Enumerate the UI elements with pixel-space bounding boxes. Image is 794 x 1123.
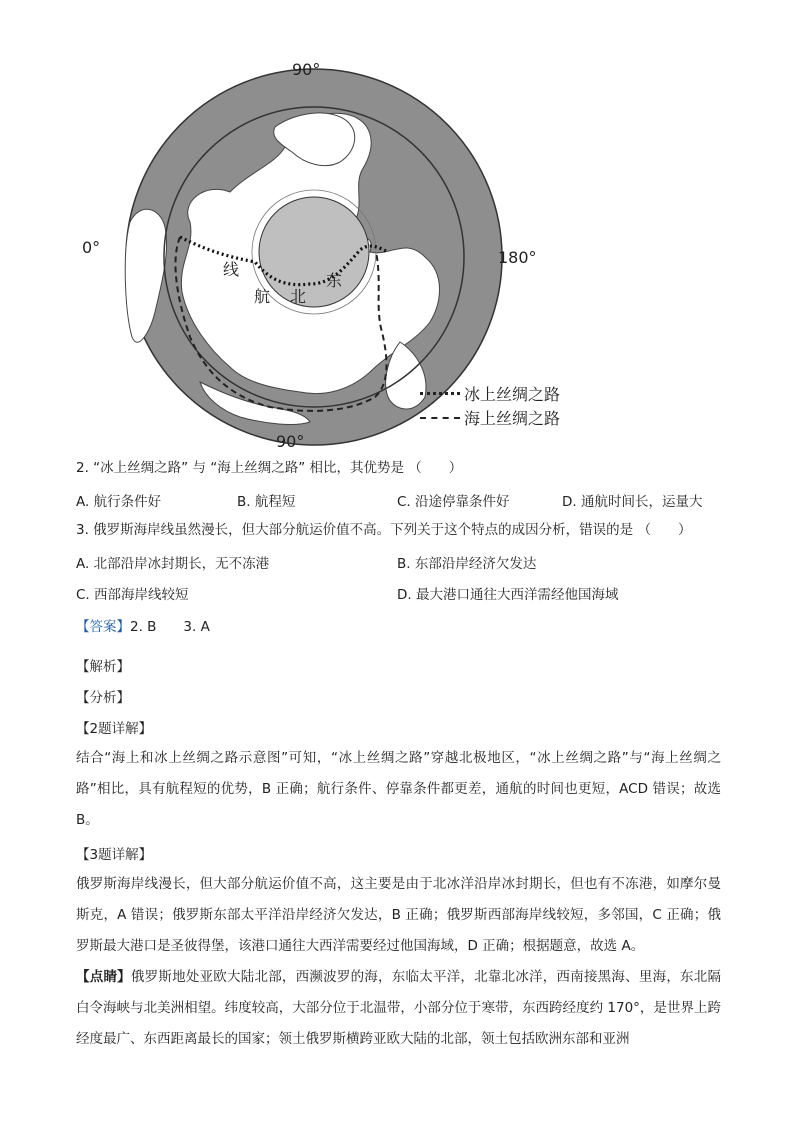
tip-paragraph	[76, 962, 721, 1055]
question-3-stem: 3. 俄罗斯海岸线虽然漫长，但大部分航运价值不高。下列关于这个特点的成因分析，错误的是 （ ）	[76, 522, 692, 538]
legend-sea-line	[420, 417, 460, 419]
answer-text: 2. B 3. A	[130, 619, 210, 635]
legend-ice-label: 冰上丝绸之路	[464, 385, 561, 404]
q2-option-b: B. 航程短	[237, 494, 296, 510]
legend-sea-route	[420, 406, 560, 429]
longitude-label-left: 0°	[82, 238, 101, 257]
route-label-bei: 北	[290, 287, 307, 306]
analysis-heading: 【解析】	[76, 659, 130, 675]
fenxi-heading: 【分析】	[76, 690, 130, 706]
q3-option-d: D. 最大港口通往大西洋需经他国海域	[397, 587, 619, 603]
route-label-dong: 东	[326, 271, 343, 290]
q2-option-c: C. 沿途停靠条件好	[397, 494, 510, 510]
tip-text: 俄罗斯地处亚欧大陆北部，西濒波罗的海，东临太平洋，北靠北冰洋，西南接黑海、里海，东北隔白令海峡与北美洲相望。纬度较高，大部分位于北温带，小部分位于寒带，东西跨经度约 170°，是世界上跨经度最广、东西距离最长的国家；领土俄罗斯横跨亚欧大陆的北部，领土包括欧洲东部和亚洲	[76, 969, 722, 1047]
route-label-xian: 线	[223, 260, 240, 279]
answer-label: 【答案】	[76, 619, 130, 635]
q3-detail-text: 俄罗斯海岸线漫长，但大部分航运价值不高，这主要是由于北冰洋沿岸冰封期长，但也有不冻港，如摩尔曼斯克，A 错误；俄罗斯东部太平洋沿岸经济欠发达，B 正确；俄罗斯西部海岸线较短，多邻国，C 正确；俄罗斯最大港口是圣彼得堡，该港口通往大西洋需要经过他国海域，D 正确；根据题意，故选 A。	[76, 876, 721, 954]
answer-line	[76, 615, 210, 635]
longitude-label-bottom: 90°	[276, 432, 305, 451]
legend-ice-line	[420, 392, 460, 395]
tip-label: 【点睛】	[76, 969, 131, 985]
legend-sea-label: 海上丝绸之路	[464, 409, 561, 428]
q2-detail-text: 结合“海上和冰上丝绸之路示意图”可知，“冰上丝绸之路”穿越北极地区，“冰上丝绸之路”与“海上丝绸之路”相比，具有航程短的优势，B 正确；航行条件、停靠条件都更差，通航的时间也更短，ACD 错误；故选 B。	[76, 750, 721, 828]
q3-option-b: B. 东部沿岸经济欠发达	[397, 556, 537, 572]
q2-option-a: A. 航行条件好	[76, 494, 162, 510]
longitude-label-right: 180°	[498, 248, 537, 267]
q3-option-a: A. 北部沿岸冰封期长，无不冻港	[76, 556, 270, 572]
question-2-stem: 2. “冰上丝绸之路” 与 “海上丝绸之路” 相比，其优势是 （ ）	[76, 460, 463, 476]
q3-option-c: C. 西部海岸线较短	[76, 587, 189, 603]
arctic-circle	[259, 197, 369, 307]
polar-route-map	[70, 52, 590, 452]
legend-ice-route	[420, 382, 560, 405]
q2-option-d: D. 通航时间长，运量大	[562, 494, 703, 510]
q3-detail-heading: 【3题详解】	[76, 847, 153, 863]
longitude-label-top: 90°	[292, 60, 321, 79]
q2-detail-heading: 【2题详解】	[76, 721, 153, 737]
route-label-hang: 航	[254, 287, 271, 306]
